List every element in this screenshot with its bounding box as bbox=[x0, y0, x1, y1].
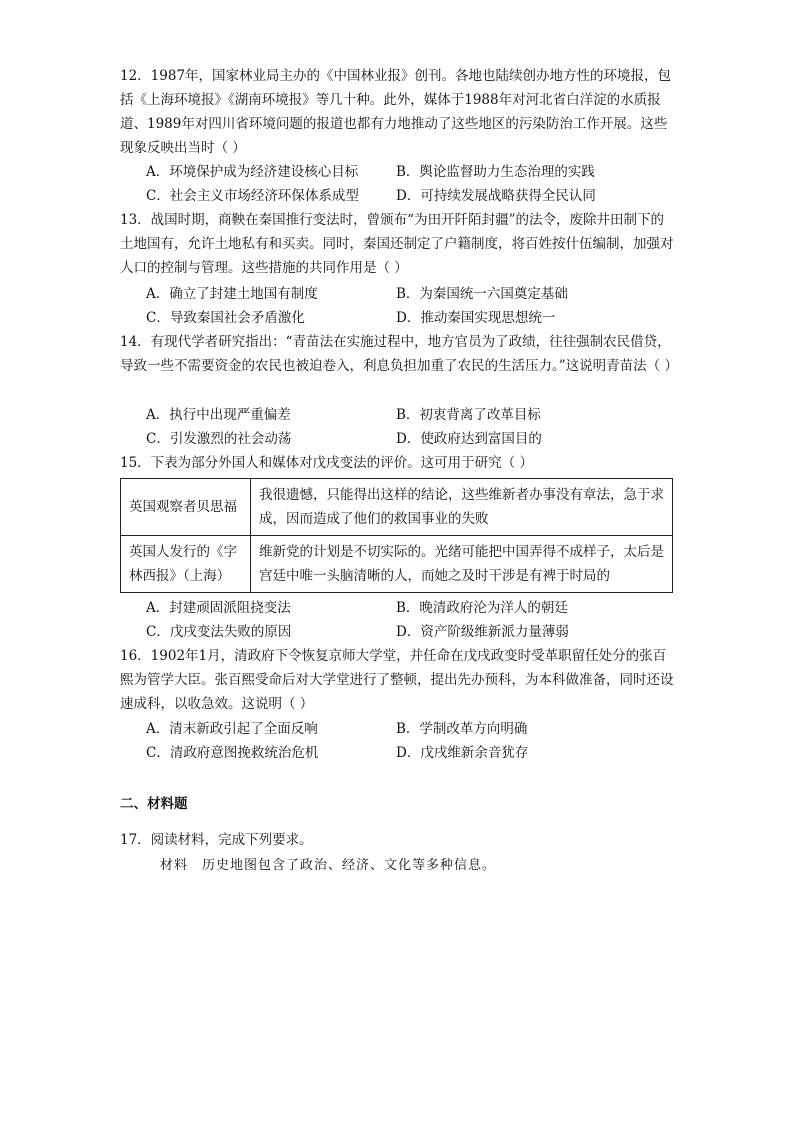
q15-evaluation-table bbox=[120, 478, 673, 593]
q12-options bbox=[146, 160, 666, 208]
table-cell-comment: 我很遗憾，只能得出这样的结论，这些维新者办事没有章法，急于求成，因而造成了他们的救国事业的失败 bbox=[251, 479, 673, 536]
q14-stem: 14．有现代学者研究指出：“青苗法在实施过程中，地方官员为了政绩，往往强制农民借贷，导致一些不需要资金的农民也被迫卷入，利息负担加重了农民的生活压力。”这说明青苗法（ ） bbox=[120, 334, 678, 374]
q15-option-b[interactable]: B．晚清政府沦为洋人的朝廷 bbox=[396, 600, 568, 616]
q13-stem: 13．战国时期，商鞅在秦国推行变法时，曾颁布“为田开阡陌封疆”的法令，废除井田制下的土地国有，允许土地私有和买卖。同时，秦国还制定了户籍制度，将百姓按什伍编制，加强对人口的控制与管理。这些措施的共同作用是（ ） bbox=[120, 212, 674, 276]
q12-option-d[interactable]: D．可持续发展战略获得全民认同 bbox=[396, 188, 596, 204]
table-cell-source: 英国观察者贝思福 bbox=[121, 479, 251, 536]
q16-stem: 16．1902年1月，清政府下令恢复京师大学堂，并任命在戊戌政变时受革职留任处分的张百熙为管学大臣。张百熙受命后对大学堂进行了整顿，提出先办预科，为本科做准备，同时还设速成科，以收急效。这说明（ ） bbox=[120, 648, 674, 712]
table-row bbox=[121, 479, 673, 536]
q13-option-a[interactable]: A．确立了封建土地国有制度 bbox=[146, 286, 318, 302]
q17-material: 材料 历史地图包含了政治、经济、文化等多种信息。 bbox=[160, 858, 497, 873]
q14-option-a[interactable]: A．执行中出现严重偏差 bbox=[146, 407, 291, 423]
q12-option-a[interactable]: A．环境保护成为经济建设核心目标 bbox=[146, 164, 359, 180]
table-row bbox=[121, 536, 673, 593]
q16-option-d[interactable]: D．戊戌维新余音犹存 bbox=[396, 745, 529, 761]
table-cell-source: 英国人发行的《字林西报》（上海） bbox=[121, 536, 251, 593]
q13-option-b[interactable]: B．为秦国统一六国奠定基础 bbox=[396, 286, 568, 302]
q14-option-d[interactable]: D．使政府达到富国目的 bbox=[396, 431, 542, 447]
q12-stem: 12．1987年，国家林业局主办的《中国林业报》创刊。各地也陆续创办地方性的环境报，包括《上海环境报》《湖南环境报》等几十种。此外，媒体于1988年对河北省白洋淀的水质报道、1989年对四川省环境问题的报道也都有力地推动了这些地区的污染防治工作开展。这些现象反映出当时（ ） bbox=[120, 68, 672, 156]
q16-options bbox=[146, 717, 666, 765]
q14-option-b[interactable]: B．初衷背离了改革目标 bbox=[396, 407, 541, 423]
table-cell-comment: 维新党的计划是不切实际的。光绪可能把中国弄得不成样子，太后是宫廷中唯一头脑清晰的人，而她之及时干涉是有裨于时局的 bbox=[251, 536, 673, 593]
q13-option-d[interactable]: D．推动秦国实现思想统一 bbox=[396, 310, 556, 326]
q15-stem: 15．下表为部分外国人和媒体对戊戌变法的评价。这可用于研究（ ） bbox=[120, 455, 533, 471]
q17-stem: 17．阅读材料，完成下列要求。 bbox=[120, 832, 313, 848]
q15-options bbox=[146, 596, 666, 644]
q16-option-a[interactable]: A．清末新政引起了全面反响 bbox=[146, 721, 318, 737]
q12-option-b[interactable]: B．舆论监督助力生态治理的实践 bbox=[396, 164, 595, 180]
q15-option-d[interactable]: D．资产阶级维新派力量薄弱 bbox=[396, 624, 569, 640]
q14-options bbox=[146, 403, 666, 451]
q15-option-c[interactable]: C．戊戌变法失败的原因 bbox=[146, 624, 292, 640]
q12-option-c[interactable]: C．社会主义市场经济环保体系成型 bbox=[146, 188, 359, 204]
q16-option-b[interactable]: B．学制改革方向明确 bbox=[396, 721, 528, 737]
section-heading: 二、材料题 bbox=[120, 796, 188, 812]
q16-option-c[interactable]: C．清政府意图挽救统治危机 bbox=[146, 745, 319, 761]
q14-option-c[interactable]: C．引发激烈的社会动荡 bbox=[146, 431, 292, 447]
q13-options bbox=[146, 282, 666, 330]
q13-option-c[interactable]: C．导致秦国社会矛盾激化 bbox=[146, 310, 305, 326]
q15-option-a[interactable]: A．封建顽固派阻挠变法 bbox=[146, 600, 291, 616]
